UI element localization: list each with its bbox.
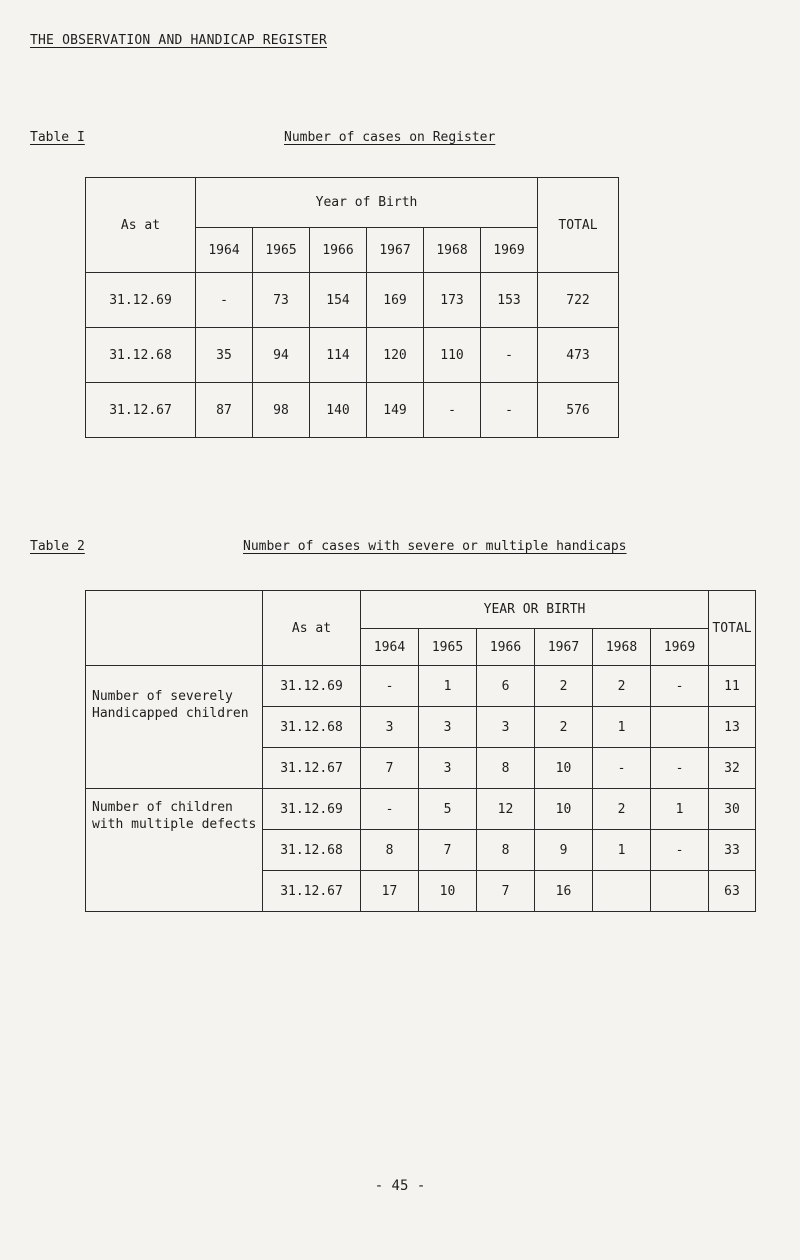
table2-group-severely-handicapped: Number of severely Handicapped children	[86, 666, 263, 789]
table2-year-header: 1969	[651, 629, 709, 666]
table2-total-cell: 30	[709, 789, 756, 830]
table2-year-of-birth-header: YEAR OR BIRTH	[361, 591, 709, 629]
table-row	[86, 789, 756, 830]
table-row	[86, 273, 619, 328]
table2-as-at-cell: 31.12.67	[263, 871, 361, 912]
table2-title: Number of cases with severe or multiple handicaps	[243, 539, 627, 554]
table2-cell: 17	[361, 871, 419, 912]
table2-as-at-cell: 31.12.69	[263, 789, 361, 830]
table2-cell: 1	[593, 707, 651, 748]
table2-cell: 1	[419, 666, 477, 707]
table2-cell: 12	[477, 789, 535, 830]
table1-as-at-cell: 31.12.67	[86, 383, 196, 438]
table2-as-at-header: As at	[263, 591, 361, 666]
table2-cell: 1	[593, 830, 651, 871]
table1-label: Table I	[30, 130, 85, 145]
table2-group-header	[86, 591, 263, 666]
table2-cell: 6	[477, 666, 535, 707]
table2-cell: 1	[651, 789, 709, 830]
table2-as-at-cell: 31.12.69	[263, 666, 361, 707]
table1-cell: -	[196, 273, 253, 328]
table2-cell: 2	[535, 707, 593, 748]
table-row	[86, 383, 619, 438]
table-row	[86, 666, 756, 707]
table1-cell: 120	[367, 328, 424, 383]
table2-cell: 2	[535, 666, 593, 707]
table1-cell: -	[424, 383, 481, 438]
table2-total-header: TOTAL	[709, 591, 756, 666]
table1-year-header: 1967	[367, 228, 424, 273]
table1-year-of-birth-header: Year of Birth	[196, 178, 538, 228]
table2-total-cell: 63	[709, 871, 756, 912]
table2-year-header: 1965	[419, 629, 477, 666]
table1-cell: 110	[424, 328, 481, 383]
table2-cell: 10	[535, 748, 593, 789]
table1-total-cell: 576	[538, 383, 619, 438]
table1-total-header: TOTAL	[538, 178, 619, 273]
table2-year-header: 1966	[477, 629, 535, 666]
table1-as-at-cell: 31.12.68	[86, 328, 196, 383]
table1-total-cell: 722	[538, 273, 619, 328]
table2-year-header: 1964	[361, 629, 419, 666]
table2-cell: 7	[361, 748, 419, 789]
table1-cell: 87	[196, 383, 253, 438]
table2-total-cell: 13	[709, 707, 756, 748]
table2-cell: -	[361, 789, 419, 830]
table2-cell: 5	[419, 789, 477, 830]
table2-group-multiple-defects: Number of children with multiple defects	[86, 789, 263, 912]
table2-cell: 10	[535, 789, 593, 830]
table1-total-cell: 473	[538, 328, 619, 383]
table1-as-at-header: As at	[86, 178, 196, 273]
table1-title: Number of cases on Register	[284, 130, 496, 145]
table1-cell: 114	[310, 328, 367, 383]
table1-as-at-cell: 31.12.69	[86, 273, 196, 328]
table1-cell: 140	[310, 383, 367, 438]
table2-cell: 8	[477, 748, 535, 789]
table2-cell: 16	[535, 871, 593, 912]
table2-cell: 3	[477, 707, 535, 748]
table2-total-cell: 32	[709, 748, 756, 789]
table2-cell: 8	[361, 830, 419, 871]
table1-cell: 149	[367, 383, 424, 438]
table2-cell	[651, 707, 709, 748]
table2-year-header: 1967	[535, 629, 593, 666]
table1	[85, 177, 619, 438]
table2-label: Table 2	[30, 539, 85, 554]
table1-cell: 35	[196, 328, 253, 383]
table2-cell: 3	[419, 748, 477, 789]
table2-cell	[651, 871, 709, 912]
page-number: - 45 -	[374, 1178, 426, 1194]
table1-cell: 94	[253, 328, 310, 383]
table2-cell: 3	[361, 707, 419, 748]
table1-year-header: 1968	[424, 228, 481, 273]
table2-cell: -	[651, 748, 709, 789]
table1-year-header: 1966	[310, 228, 367, 273]
table1-year-header: 1969	[481, 228, 538, 273]
table2-total-cell: 33	[709, 830, 756, 871]
table1-cell: 153	[481, 273, 538, 328]
table2-cell: -	[593, 748, 651, 789]
table2-cell: 2	[593, 789, 651, 830]
table2-total-cell: 11	[709, 666, 756, 707]
table1-cell: -	[481, 383, 538, 438]
table1-cell: 173	[424, 273, 481, 328]
table2-cell: 3	[419, 707, 477, 748]
table2-as-at-cell: 31.12.67	[263, 748, 361, 789]
table1-cell: 98	[253, 383, 310, 438]
page-heading: THE OBSERVATION AND HANDICAP REGISTER	[30, 33, 327, 48]
table2-as-at-cell: 31.12.68	[263, 830, 361, 871]
table2-cell: -	[651, 666, 709, 707]
table2-cell: 7	[419, 830, 477, 871]
table2-cell: -	[361, 666, 419, 707]
table2-year-header: 1968	[593, 629, 651, 666]
table1-cell: 169	[367, 273, 424, 328]
table2	[85, 590, 756, 912]
table2-cell: -	[651, 830, 709, 871]
table1-year-header: 1964	[196, 228, 253, 273]
table2-cell: 8	[477, 830, 535, 871]
table1-cell: -	[481, 328, 538, 383]
table2-cell: 2	[593, 666, 651, 707]
table2-cell: 7	[477, 871, 535, 912]
table2-cell	[593, 871, 651, 912]
table1-cell: 73	[253, 273, 310, 328]
table2-cell: 9	[535, 830, 593, 871]
table2-as-at-cell: 31.12.68	[263, 707, 361, 748]
table2-cell: 10	[419, 871, 477, 912]
table1-cell: 154	[310, 273, 367, 328]
table-row	[86, 328, 619, 383]
table1-year-header: 1965	[253, 228, 310, 273]
